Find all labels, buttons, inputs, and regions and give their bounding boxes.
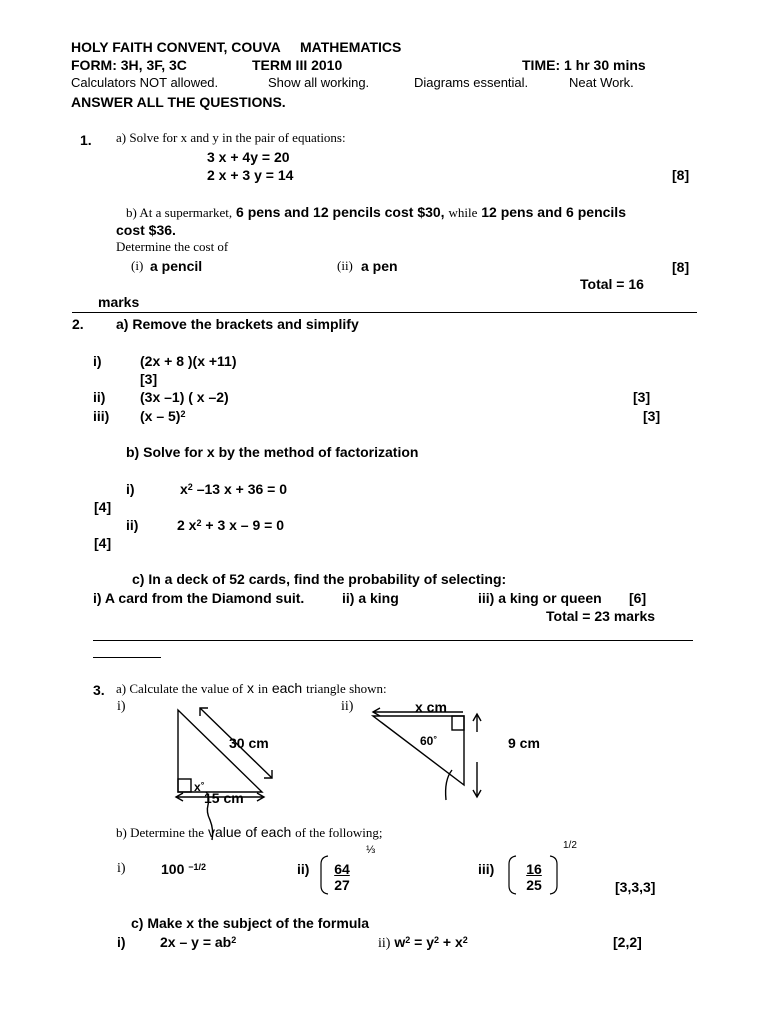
- q3c-ii-w: w: [394, 934, 406, 950]
- q3b-i-label: i): [117, 861, 126, 876]
- q3c-i-exp: 2: [231, 935, 237, 945]
- q3a-in: in: [257, 681, 268, 696]
- q3a-x: x: [246, 680, 254, 696]
- q2b-ii-exp: 2: [196, 518, 202, 528]
- q3c-ii-exp1: 2: [405, 935, 411, 945]
- q3b-i-base: 100: [161, 861, 185, 877]
- q3b-iii-left-bracket: [509, 856, 516, 894]
- q2c-text: c) In a deck of 52 cards, find the probability of selecting:: [132, 571, 507, 587]
- q2a-ii-label: ii): [93, 389, 106, 405]
- q1b-mid: while: [448, 205, 478, 220]
- q2a-iii-marks: [3]: [643, 408, 661, 424]
- q2b-i-label: i): [126, 481, 135, 497]
- q3b-bold: value of each: [207, 824, 292, 840]
- q3c-ii-plus: + x: [439, 934, 463, 950]
- q2c-ii: ii) a king: [342, 590, 399, 606]
- q1b-pre: b) At a supermarket,: [126, 205, 233, 220]
- term-label: TERM III 2010: [252, 57, 343, 73]
- q1b-ii-text: a pen: [361, 258, 398, 274]
- q2a-iii-label: iii): [93, 408, 110, 424]
- q3b-iii-numerator: 16: [526, 861, 542, 877]
- q2a-ii-expr: (3x –1) ( x –2): [140, 389, 229, 405]
- q3a-ii-label: ii): [341, 699, 354, 714]
- note-calculators: Calculators NOT allowed.: [71, 75, 219, 90]
- q3c-i-pre: 2x – y = ab: [160, 934, 232, 950]
- q2c-marks: [6]: [629, 590, 647, 606]
- q3b-i-exp: −1/2: [188, 862, 207, 872]
- q1b-i-label: (i): [131, 258, 144, 273]
- subject-name: MATHEMATICS: [300, 39, 402, 55]
- q1a-text: a) Solve for x and y in the pair of equations:: [116, 130, 346, 145]
- q1a-marks: [8]: [672, 167, 690, 183]
- q3b-marks: [3,3,3]: [615, 879, 656, 895]
- q3c-ii-formula: [378, 934, 468, 952]
- q3c-marks: [2,2]: [613, 934, 642, 950]
- q3c-ii-exp3: 2: [462, 935, 468, 945]
- q3b-ii-denominator: 27: [334, 877, 350, 893]
- q3b-iii-denominator: 25: [526, 877, 542, 893]
- school-name: HOLY FAITH CONVENT, COUVA: [71, 39, 281, 55]
- q3a-pre: a) Calculate the value of: [116, 681, 244, 696]
- form-label: FORM: 3H, 3F, 3C: [71, 57, 187, 73]
- triangle-2-angle-value: 60: [420, 734, 434, 748]
- q3c-ii-eq: = y: [410, 934, 434, 950]
- triangle-1-hyp-label: 30 cm: [229, 735, 269, 751]
- q2-total: Total = 23 marks: [546, 608, 656, 624]
- q2b-ii-marks: [4]: [94, 535, 112, 551]
- q2b-i-marks: [4]: [94, 499, 112, 515]
- q2b-i-exp: 2: [187, 482, 193, 492]
- triangle-1-base-label: 15 cm: [204, 790, 244, 806]
- q2a-i-label: i): [93, 353, 102, 369]
- q1-number: 1.: [80, 132, 92, 148]
- q1b-marks: [8]: [672, 259, 690, 275]
- q3a-i-label: i): [117, 699, 126, 714]
- q3c-ii-label: ii): [378, 936, 391, 951]
- q1-total: Total = 16: [580, 276, 644, 292]
- triangle-1-angle-label: x°: [194, 780, 205, 794]
- q3b-ii-exponent: ⅓: [366, 844, 376, 856]
- q1b-ii-label: (ii): [337, 258, 353, 273]
- q3b-ii-label: ii): [297, 861, 310, 877]
- q2b-ii-pre: 2 x: [177, 517, 197, 533]
- q2b-ii-post: + 3 x – 9 = 0: [201, 517, 284, 533]
- q3b-ii-numerator: 64: [334, 861, 350, 877]
- q3c-i-label: i): [117, 934, 126, 950]
- q3c-ii-exp2: 2: [434, 935, 440, 945]
- triangle-2-top-label: x cm: [415, 699, 447, 715]
- q3b-pre: b) Determine the: [116, 825, 205, 840]
- q2b-i-pre: x: [180, 481, 188, 497]
- q3a-each: each: [271, 680, 303, 696]
- q2-number: 2.: [72, 316, 84, 332]
- time-label: TIME: 1 hr 30 mins: [522, 57, 646, 73]
- q1b-line2: cost $36.: [116, 222, 176, 238]
- q3b-iii-right-bracket: [550, 856, 557, 894]
- q2b-text: b) Solve for x by the method of factorization: [126, 444, 419, 460]
- q1-marks-word: marks: [98, 294, 140, 310]
- q2a-iii-exp: 2: [180, 409, 186, 419]
- q1a-eq2: 2 x + 3 y = 14: [207, 167, 294, 183]
- q1b-i-text: a pencil: [150, 258, 203, 274]
- q2b-ii-label: ii): [126, 517, 139, 533]
- q2a-text: a) Remove the brackets and simplify: [116, 316, 359, 332]
- q2c-iii: iii) a king or queen: [478, 590, 602, 606]
- q3-number: 3.: [93, 682, 105, 698]
- q2a-iii-base: (x – 5): [140, 408, 181, 424]
- q2b-i-post: –13 x + 36 = 0: [192, 481, 288, 497]
- q3b-iii-exponent: 1/2: [563, 840, 577, 851]
- q2a-ii-marks: [3]: [633, 389, 651, 405]
- triangle-2-side-label: 9 cm: [508, 735, 540, 751]
- q1b-determine: Determine the cost of: [116, 239, 229, 254]
- q2a-i-expr: (2x + 8 )(x +11): [140, 353, 237, 369]
- q2a-i-marks: [3]: [140, 371, 158, 387]
- note-working: Show all working.: [268, 75, 370, 90]
- q3a-post: triangle shown:: [306, 681, 387, 696]
- triangle-2-angle-label: 60°: [420, 734, 437, 748]
- note-neat: Neat Work.: [569, 75, 634, 90]
- q3b-iii-label: iii): [478, 861, 495, 877]
- q3b-post: of the following;: [295, 825, 383, 840]
- q3c-text: c) Make x the subject of the formula: [131, 915, 370, 931]
- instruction: ANSWER ALL THE QUESTIONS.: [71, 94, 286, 110]
- q3c-i-formula: [160, 934, 236, 950]
- note-diagrams: Diagrams essential.: [414, 75, 529, 90]
- q1b-bold2: 12 pens and 6 pencils: [481, 204, 626, 220]
- q3b-ii-left-bracket: [321, 856, 328, 894]
- q1a-eq1: 3 x + 4y = 20: [207, 149, 290, 165]
- triangle-1-angle-var: x: [194, 780, 201, 794]
- q2c-i: i) A card from the Diamond suit.: [93, 590, 305, 606]
- q1b-bold1: 6 pens and 12 pencils cost $30,: [236, 204, 445, 220]
